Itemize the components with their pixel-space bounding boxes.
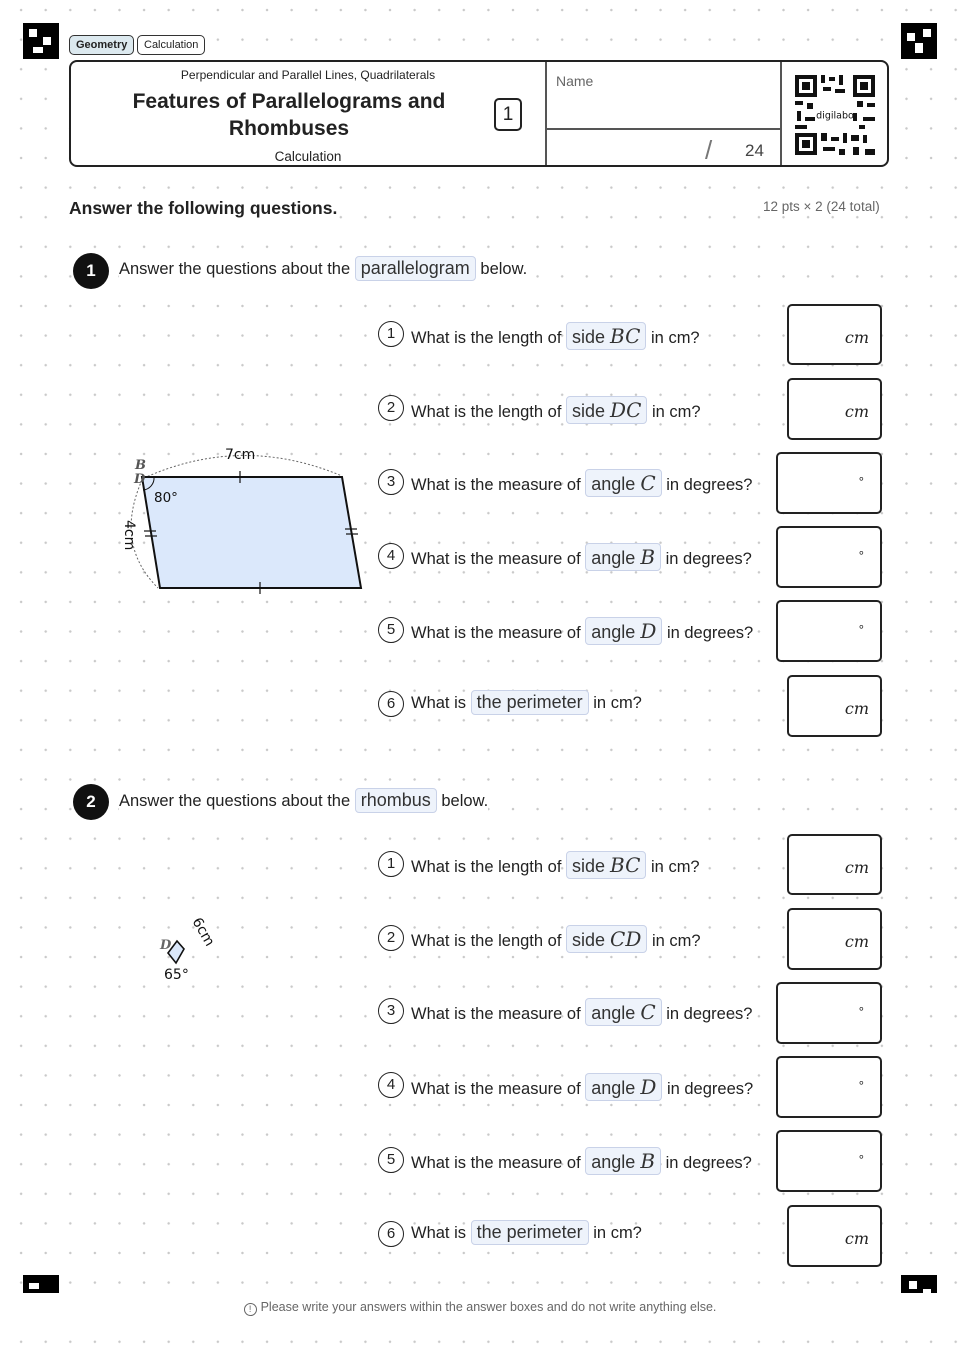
rhombus-figure [150, 915, 220, 985]
tag-calculation: Calculation [137, 35, 205, 55]
question-2-3: What is the measure of angle C in degrees? [411, 1000, 753, 1024]
answer-box-1-1[interactable]: cm [787, 304, 882, 365]
vertex-label-b: B [135, 458, 146, 473]
corner-marker-top-right [901, 23, 937, 59]
answer-box-1-4[interactable]: ° [776, 526, 882, 588]
sub-number-1-6: 6 [378, 691, 404, 717]
answer-box-1-6[interactable]: cm [787, 675, 882, 737]
sub-number-2-1: 1 [378, 851, 404, 877]
side-length-label: 4cm [121, 520, 137, 551]
answer-box-2-5[interactable]: ° [776, 1130, 882, 1192]
page-title: Features of Parallelograms and Rhombuses [132, 90, 446, 140]
sub-number-1-1: 1 [378, 321, 404, 347]
vertex-label-d: D [134, 472, 146, 487]
problem-1-prompt: Answer the questions about the parallelogram below. [119, 256, 527, 281]
corner-marker-top-left [23, 23, 59, 59]
qr-label: digilabo [816, 110, 854, 122]
problem-number-2: 2 [73, 784, 109, 820]
sub-number-1-5: 5 [378, 617, 404, 643]
answer-box-1-3[interactable]: ° [776, 452, 882, 514]
info-circle-icon: ! [244, 1303, 257, 1316]
parallelogram-figure [112, 440, 372, 605]
tag-geometry: Geometry [69, 35, 134, 55]
name-label: Name [556, 73, 594, 89]
question-1-3: What is the measure of angle C in degrees? [411, 471, 753, 495]
sub-number-1-3: 3 [378, 469, 404, 495]
question-1-4: What is the measure of angle B in degrees? [411, 545, 752, 569]
sub-number-2-4: 4 [378, 1072, 404, 1098]
score-field[interactable] [547, 129, 781, 165]
question-1-2: What is the length of side DC in cm? [411, 398, 701, 422]
footer-note: ! Please write your answers within the answer boxes and do not write anything else. [0, 1300, 960, 1316]
question-2-1: What is the length of side BC in cm? [411, 853, 700, 877]
top-length-label: 7cm [225, 447, 256, 463]
sub-number-2-5: 5 [378, 1147, 404, 1173]
sub-number-2-3: 3 [378, 998, 404, 1024]
angle-label: 80° [154, 490, 178, 506]
problem-number-1: 1 [73, 253, 109, 289]
worksheet-header [69, 60, 889, 167]
rhombus-angle-label: 65° [164, 967, 189, 983]
answer-box-1-2[interactable]: cm [787, 378, 882, 440]
sub-number-1-2: 2 [378, 395, 404, 421]
name-field[interactable] [547, 62, 781, 128]
header-divider-right [780, 62, 782, 165]
sub-number-1-4: 4 [378, 543, 404, 569]
sub-number-2-2: 2 [378, 925, 404, 951]
points-label: 12 pts × 2 (24 total) [763, 199, 880, 214]
question-2-5: What is the measure of angle B in degrees? [411, 1149, 752, 1173]
subtitle-label: Calculation [274, 149, 342, 164]
answer-box-2-6[interactable]: cm [787, 1205, 882, 1267]
answer-box-2-2[interactable]: cm [787, 908, 882, 970]
question-1-1: What is the length of side BC in cm? [411, 324, 700, 348]
question-2-2: What is the length of side CD in cm? [411, 927, 701, 951]
rhombus-vertex-label: D [160, 938, 172, 953]
problem-2-shape: rhombus [355, 788, 437, 813]
qr-code-icon [793, 73, 877, 157]
answer-box-2-3[interactable]: ° [776, 982, 882, 1044]
answer-box-2-4[interactable]: ° [776, 1056, 882, 1118]
rhombus-side-label: 6cm [188, 915, 218, 950]
problem-2-prompt: Answer the questions about the rhombus below. [119, 788, 488, 813]
problem-1-shape: parallelogram [355, 256, 476, 281]
question-2-6: What is the perimeter in cm? [411, 1220, 642, 1245]
answer-box-1-5[interactable]: ° [776, 600, 882, 662]
question-1-6: What is the perimeter in cm? [411, 690, 642, 715]
sub-number-2-6: 6 [378, 1221, 404, 1247]
unit-label: Perpendicular and Parallel Lines, Quadrilaterals [180, 68, 436, 82]
score-slash: / [705, 135, 713, 165]
question-1-5: What is the measure of angle D in degrees? [411, 619, 754, 643]
instructions: Answer the following questions. [69, 198, 338, 218]
answer-box-2-1[interactable]: cm [787, 834, 882, 895]
score-total: 24 [745, 141, 764, 160]
level-badge: 1 [494, 98, 522, 131]
question-2-4: What is the measure of angle D in degrees? [411, 1075, 754, 1099]
